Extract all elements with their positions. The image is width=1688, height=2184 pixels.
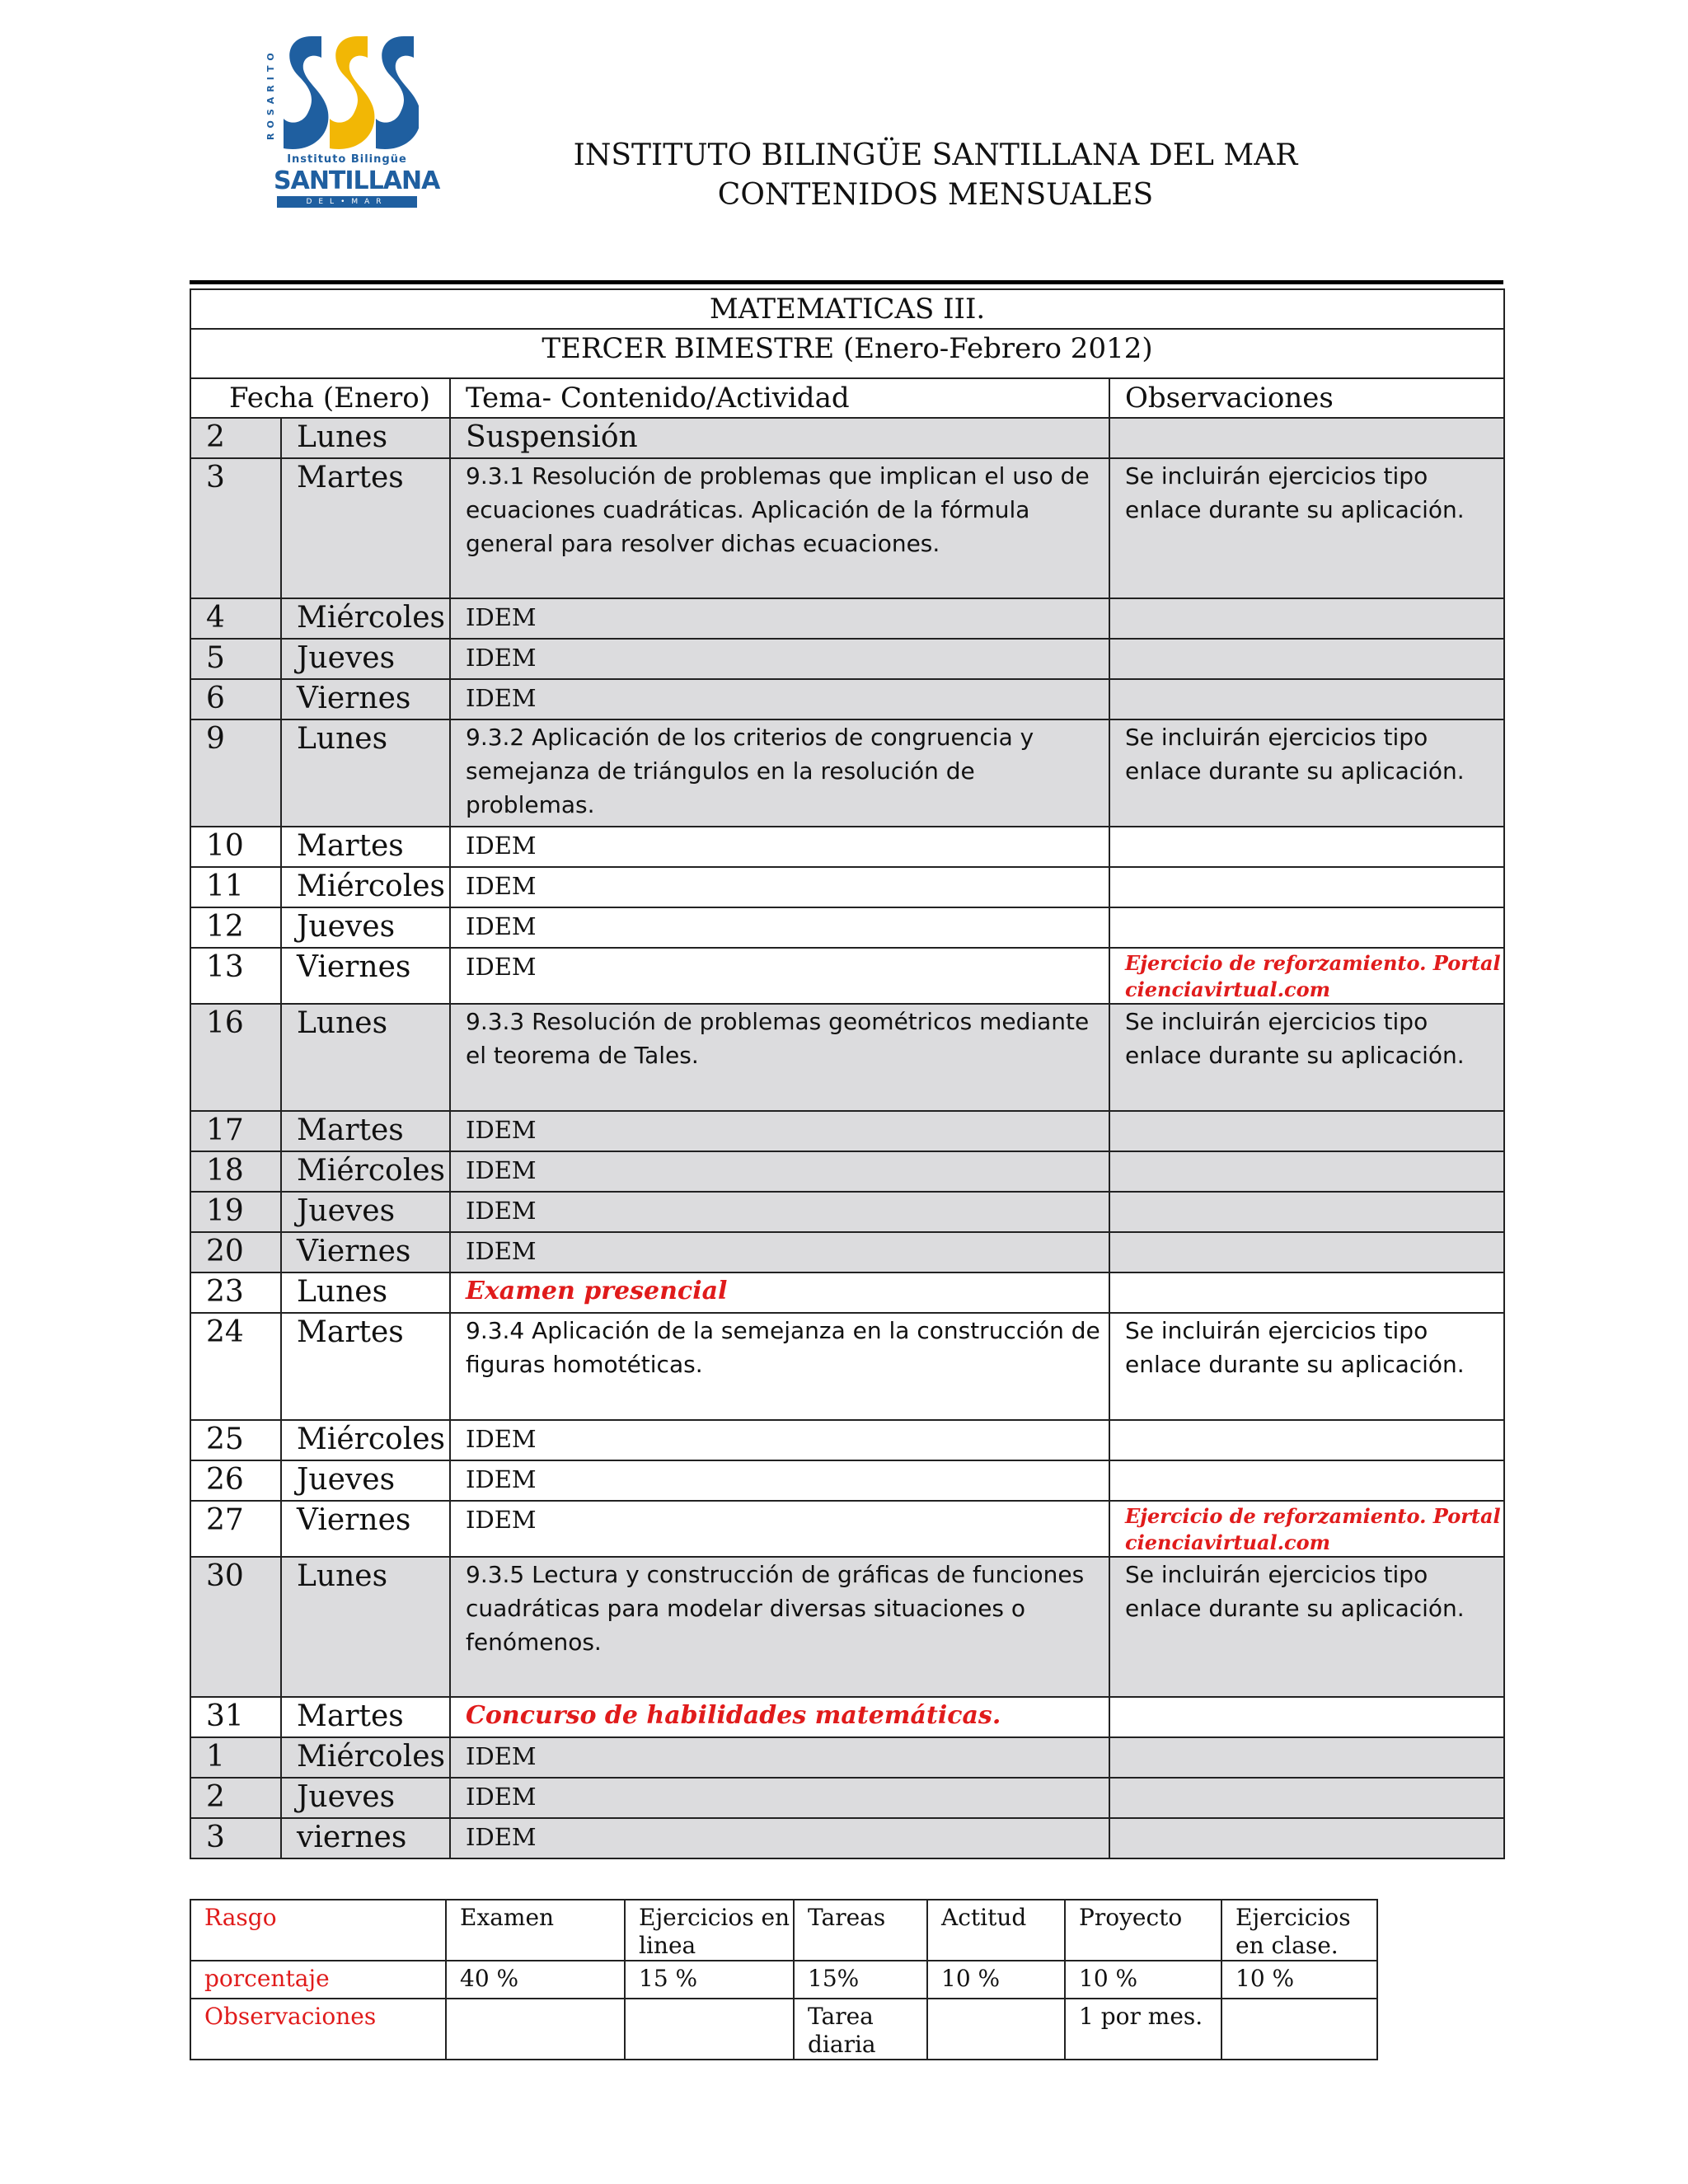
- date-number: 23: [190, 1272, 281, 1313]
- table-row: [190, 679, 1504, 719]
- weekday: Lunes: [281, 418, 450, 458]
- observation-cell: [1109, 679, 1504, 719]
- logo-graphic: [279, 33, 419, 153]
- weekday: Jueves: [281, 639, 450, 679]
- content-cell: IDEM: [450, 907, 1109, 948]
- table-row: [190, 1313, 1504, 1420]
- date-number: 10: [190, 827, 281, 867]
- content-cell: IDEM: [450, 1420, 1109, 1460]
- weekday: Lunes: [281, 719, 450, 827]
- table-subtitle-row: [190, 329, 1504, 378]
- table-row: [190, 1460, 1504, 1501]
- grade-cell: 10 %: [1221, 1961, 1377, 1999]
- grade-cell: Ejercicios en clase.: [1221, 1900, 1377, 1961]
- table-row: [190, 1111, 1504, 1151]
- content-cell: IDEM: [450, 1460, 1109, 1501]
- date-number: 2: [190, 418, 281, 458]
- logo-line-3: DEL•MAR: [277, 196, 417, 208]
- date-number: 3: [190, 458, 281, 598]
- grade-row-label: Observaciones: [190, 1999, 446, 2060]
- weekday: Jueves: [281, 907, 450, 948]
- observation-cell: [1109, 1192, 1504, 1232]
- date-number: 12: [190, 907, 281, 948]
- table-row: [190, 1818, 1504, 1858]
- content-cell: 9.3.5 Lectura y construcción de gráficas de funciones cuadráticas para modelar diversas situaciones o fenómenos.: [450, 1557, 1109, 1697]
- schedule-table: [190, 288, 1505, 1859]
- content-cell: 9.3.1 Resolución de problemas que implican el uso de ecuaciones cuadráticas. Aplicación de la fórmula general para resolver dichas ecuaciones.: [450, 458, 1109, 598]
- content-cell: IDEM: [450, 1818, 1109, 1858]
- content-cell: Suspensión: [450, 418, 1109, 458]
- weekday: Viernes: [281, 1232, 450, 1272]
- school-logo: [265, 33, 440, 208]
- date-number: 27: [190, 1501, 281, 1557]
- weekday: Miércoles: [281, 1151, 450, 1192]
- date-number: 31: [190, 1697, 281, 1737]
- top-rule: [190, 280, 1503, 284]
- observation-cell: Ejercicio de reforzamiento. Portal cienciavirtual.com: [1109, 1501, 1504, 1557]
- grade-cell: 1 por mes.: [1065, 1999, 1221, 2060]
- observation-cell: [1109, 1778, 1504, 1818]
- table-row: [190, 907, 1504, 948]
- date-number: 16: [190, 1004, 281, 1111]
- content-cell: 9.3.4 Aplicación de la semejanza en la construcción de figuras homotéticas.: [450, 1313, 1109, 1420]
- grading-table: [190, 1899, 1378, 2060]
- header-date: Fecha (Enero): [190, 378, 450, 418]
- content-cell: 9.3.3 Resolución de problemas geométricos mediante el teorema de Tales.: [450, 1004, 1109, 1111]
- grade-row-label: Rasgo: [190, 1900, 446, 1961]
- observation-cell: Se incluirán ejercicios tipo enlace durante su aplicación.: [1109, 719, 1504, 827]
- observation-cell: [1109, 1818, 1504, 1858]
- grade-cell: Tarea diaria: [794, 1999, 927, 2060]
- date-number: 4: [190, 598, 281, 639]
- content-cell: IDEM: [450, 1501, 1109, 1557]
- observation-cell: [1109, 639, 1504, 679]
- grade-cell: 15 %: [625, 1961, 794, 1999]
- table-header-row: [190, 378, 1504, 418]
- content-cell: Examen presencial: [450, 1272, 1109, 1313]
- weekday: viernes: [281, 1818, 450, 1858]
- weekday: Martes: [281, 827, 450, 867]
- content-cell: IDEM: [450, 827, 1109, 867]
- subject-title: MATEMATICAS III.: [190, 289, 1504, 329]
- grade-row: [190, 1900, 1377, 1961]
- weekday: Miércoles: [281, 1420, 450, 1460]
- weekday: Martes: [281, 1697, 450, 1737]
- date-number: 20: [190, 1232, 281, 1272]
- logo-line-1: Instituto Bilingüe: [287, 153, 407, 166]
- table-row: [190, 827, 1504, 867]
- table-row: [190, 458, 1504, 598]
- content-cell: IDEM: [450, 1151, 1109, 1192]
- table-row: [190, 719, 1504, 827]
- observation-cell: Se incluirán ejercicios tipo enlace durante su aplicación.: [1109, 1004, 1504, 1111]
- content-cell: IDEM: [450, 1737, 1109, 1778]
- date-number: 2: [190, 1778, 281, 1818]
- observation-cell: [1109, 1111, 1504, 1151]
- observation-cell: Se incluirán ejercicios tipo enlace durante su aplicación.: [1109, 1557, 1504, 1697]
- date-number: 1: [190, 1737, 281, 1778]
- date-number: 18: [190, 1151, 281, 1192]
- observation-cell: [1109, 1232, 1504, 1272]
- weekday: Miércoles: [281, 867, 450, 907]
- content-cell: IDEM: [450, 639, 1109, 679]
- date-number: 24: [190, 1313, 281, 1420]
- date-number: 3: [190, 1818, 281, 1858]
- grade-cell: Examen: [446, 1900, 625, 1961]
- grade-cell: Actitud: [927, 1900, 1065, 1961]
- observation-cell: [1109, 598, 1504, 639]
- bimester-title: TERCER BIMESTRE (Enero-Febrero 2012): [190, 329, 1504, 378]
- grade-cell: [1221, 1999, 1377, 2060]
- grade-cell: 40 %: [446, 1961, 625, 1999]
- table-row: [190, 1778, 1504, 1818]
- weekday: Viernes: [281, 948, 450, 1004]
- observation-cell: Ejercicio de reforzamiento. Portal cienciavirtual.com: [1109, 948, 1504, 1004]
- table-row: [190, 639, 1504, 679]
- grade-cell: [625, 1999, 794, 2060]
- table-row: [190, 1232, 1504, 1272]
- observation-cell: [1109, 1460, 1504, 1501]
- table-row: [190, 1192, 1504, 1232]
- grade-row-label: porcentaje: [190, 1961, 446, 1999]
- table-row: [190, 867, 1504, 907]
- date-number: 9: [190, 719, 281, 827]
- observation-cell: [1109, 1737, 1504, 1778]
- date-number: 19: [190, 1192, 281, 1232]
- date-number: 6: [190, 679, 281, 719]
- weekday: Lunes: [281, 1557, 450, 1697]
- grade-cell: [446, 1999, 625, 2060]
- observation-cell: [1109, 907, 1504, 948]
- content-cell: IDEM: [450, 1192, 1109, 1232]
- table-row: [190, 598, 1504, 639]
- table-row: [190, 948, 1504, 1004]
- date-number: 5: [190, 639, 281, 679]
- weekday: Martes: [281, 1313, 450, 1420]
- table-row: [190, 1151, 1504, 1192]
- logo-line-2: SANTILLANA: [274, 166, 440, 195]
- observation-cell: [1109, 418, 1504, 458]
- content-cell: IDEM: [450, 867, 1109, 907]
- document-header: [495, 136, 1376, 215]
- header-content: Tema- Contenido/Actividad: [450, 378, 1109, 418]
- observation-cell: [1109, 827, 1504, 867]
- content-cell: IDEM: [450, 1778, 1109, 1818]
- table-row: [190, 1737, 1504, 1778]
- weekday: Viernes: [281, 1501, 450, 1557]
- logo-side-text: ROSARITO: [265, 48, 276, 140]
- weekday: Lunes: [281, 1004, 450, 1111]
- weekday: Jueves: [281, 1778, 450, 1818]
- weekday: Martes: [281, 458, 450, 598]
- content-cell: IDEM: [450, 948, 1109, 1004]
- table-row: [190, 1004, 1504, 1111]
- table-title-row: [190, 289, 1504, 329]
- weekday: Jueves: [281, 1192, 450, 1232]
- grade-cell: Proyecto: [1065, 1900, 1221, 1961]
- grade-cell: 10 %: [1065, 1961, 1221, 1999]
- content-cell: 9.3.2 Aplicación de los criterios de congruencia y semejanza de triángulos en la resolución de problemas.: [450, 719, 1109, 827]
- grade-cell: Tareas: [794, 1900, 927, 1961]
- grade-cell: 15%: [794, 1961, 927, 1999]
- content-cell: IDEM: [450, 598, 1109, 639]
- observation-cell: Se incluirán ejercicios tipo enlace durante su aplicación.: [1109, 458, 1504, 598]
- table-row: [190, 1272, 1504, 1313]
- header-observations: Observaciones: [1109, 378, 1504, 418]
- weekday: Martes: [281, 1111, 450, 1151]
- content-cell: IDEM: [450, 1232, 1109, 1272]
- grade-cell: [927, 1999, 1065, 2060]
- content-cell: Concurso de habilidades matemáticas.: [450, 1697, 1109, 1737]
- date-number: 30: [190, 1557, 281, 1697]
- table-row: [190, 1697, 1504, 1737]
- observation-cell: [1109, 1420, 1504, 1460]
- observation-cell: [1109, 1151, 1504, 1192]
- table-row: [190, 418, 1504, 458]
- grade-cell: Ejercicios en linea: [625, 1900, 794, 1961]
- date-number: 11: [190, 867, 281, 907]
- weekday: Jueves: [281, 1460, 450, 1501]
- observation-cell: [1109, 867, 1504, 907]
- date-number: 13: [190, 948, 281, 1004]
- weekday: Miércoles: [281, 598, 450, 639]
- date-number: 26: [190, 1460, 281, 1501]
- table-row: [190, 1501, 1504, 1557]
- observation-cell: [1109, 1697, 1504, 1737]
- content-cell: IDEM: [450, 679, 1109, 719]
- date-number: 25: [190, 1420, 281, 1460]
- table-row: [190, 1557, 1504, 1697]
- content-cell: IDEM: [450, 1111, 1109, 1151]
- table-row: [190, 1420, 1504, 1460]
- grade-cell: 10 %: [927, 1961, 1065, 1999]
- weekday: Miércoles: [281, 1737, 450, 1778]
- weekday: Viernes: [281, 679, 450, 719]
- observation-cell: Se incluirán ejercicios tipo enlace durante su aplicación.: [1109, 1313, 1504, 1420]
- document-subtitle: CONTENIDOS MENSUALES: [717, 178, 1154, 212]
- date-number: 17: [190, 1111, 281, 1151]
- document-title: INSTITUTO BILINGÜE SANTILLANA DEL MAR: [573, 138, 1298, 172]
- grade-row: [190, 1961, 1377, 1999]
- weekday: Lunes: [281, 1272, 450, 1313]
- observation-cell: [1109, 1272, 1504, 1313]
- grade-row: [190, 1999, 1377, 2060]
